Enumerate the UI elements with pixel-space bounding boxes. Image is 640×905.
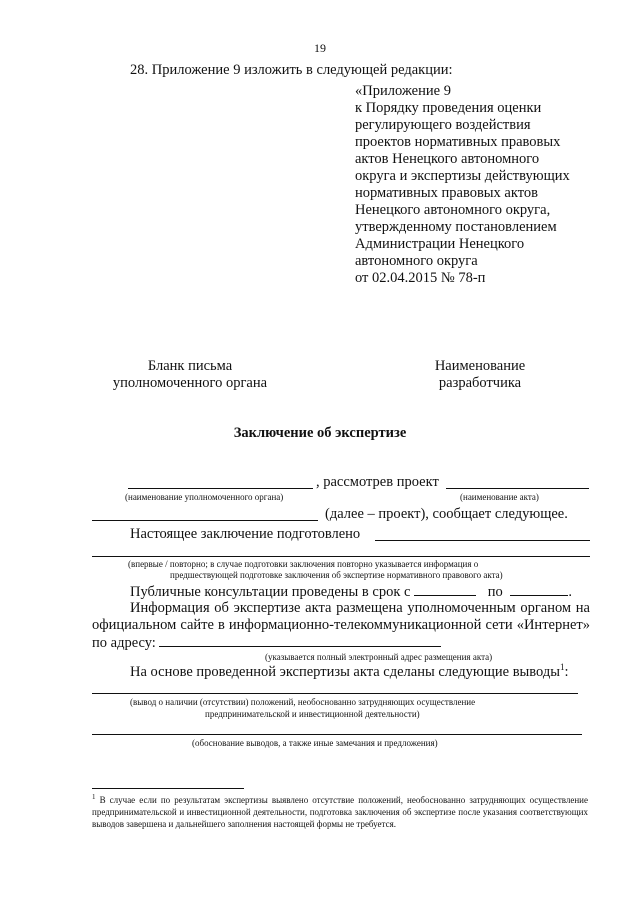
appendix-header-line: автономного округа <box>355 253 478 269</box>
authority-blank <box>128 488 313 489</box>
appendix-header-line: от 02.04.2015 № 78-п <box>355 270 486 286</box>
footnote-separator <box>92 788 244 789</box>
address-blank <box>159 634 441 647</box>
info-paragraph <box>92 600 590 652</box>
hereinafter-text: (далее – проект), сообщает следующее. <box>325 506 568 522</box>
caption-authority: (наименование уполномоченного органа) <box>125 492 284 502</box>
caption-act: (наименование акта) <box>460 492 539 502</box>
letterhead-line: Бланк письма <box>147 358 233 374</box>
appendix-header-line: нормативных правовых актов <box>355 185 538 201</box>
consultation-end-blank <box>510 583 568 596</box>
developer-line: разработчика <box>438 375 522 391</box>
caption-conclusion-line: предпринимательской и инвестиционной деятельности) <box>205 709 420 719</box>
document-title: Заключение об экспертизе <box>233 425 407 441</box>
prepared-label: Настоящее заключение подготовлено <box>130 526 361 542</box>
consultation-start-blank <box>414 583 476 596</box>
appendix-header <box>355 83 570 287</box>
prepared-continuation-blank <box>92 556 590 557</box>
conclusions-text: На основе проведенной экспертизы акта сделаны следующие выводы$^1$: <box>130 662 569 680</box>
appendix-header-line: «Приложение 9 <box>355 83 451 99</box>
letterhead-line: уполномоченного органа <box>112 375 268 391</box>
item-heading: 28. Приложение 9 изложить в следующей редакции: <box>130 62 453 78</box>
conclusions-label: На основе проведенной экспертизы акта сделаны следующие выводы <box>130 664 560 680</box>
caption-address: (указывается полный электронный адрес размещения акта) <box>265 652 493 662</box>
appendix-header-line: Администрации Ненецкого <box>355 236 525 252</box>
appendix-header-line: округа и экспертизы действующих <box>355 168 570 184</box>
appendix-header-line: актов Ненецкого автономного <box>355 151 540 167</box>
letterhead-block <box>90 358 290 392</box>
developer-line: Наименование <box>434 358 526 374</box>
act-name-continuation-blank <box>92 520 318 521</box>
footnote-reference[interactable]: 1 <box>560 662 565 673</box>
page-number: 19 <box>314 41 326 55</box>
footnote <box>92 794 588 830</box>
caption-first-time-line: (впервые / повторно; в случае подготовки заключения повторно указывается информация о <box>128 559 479 569</box>
act-name-blank <box>446 488 589 489</box>
developer-block <box>400 358 560 392</box>
consultations-prefix: Публичные консультации проведены в срок с <box>130 584 411 600</box>
caption-conclusion-line: (вывод о наличии (отсутствии) положений, необоснованно затрудняющих осуществление <box>130 697 476 707</box>
prepared-blank <box>375 540 590 541</box>
conclusion-blank <box>92 693 578 694</box>
footnote-text: В случае если по результатам экспертизы выявлено отсутствие положений, необоснованно затрудняющих осуществление предпринимательской и инвестиционной деятельности, подготовка заключения об экспертизе после указания соответствующих выводов завершена и дальнейшего заполнения настоящей формы не требуется. <box>92 795 588 829</box>
appendix-header-line: утвержденному постановлением <box>355 219 557 235</box>
appendix-header-line: проектов нормативных правовых <box>355 134 561 150</box>
info-paragraph-text: Информация об экспертизе акта размещена уполномоченным органом на официальном сайте в информационно-телекоммуникационной сети «Интернет» по адресу: <box>92 600 590 651</box>
consultations-to: по <box>487 584 503 600</box>
consultations-text: Публичные консультации проведены в срок с по . <box>130 584 572 600</box>
justification-blank <box>92 734 582 735</box>
appendix-header-line: регулирующего воздействия <box>355 117 531 133</box>
appendix-header-line: к Порядку проведения оценки <box>355 100 542 116</box>
caption-justification: (обоснование выводов, а также иные замечания и предложения) <box>192 738 438 748</box>
appendix-header-line: Ненецкого автономного округа, <box>355 202 551 218</box>
caption-first-time-line: предшествующей подготовке заключения об экспертизе нормативного правового акта) <box>170 570 503 580</box>
considering-text: , рассмотрев проект <box>316 474 439 490</box>
footnote-mark: 1 <box>92 793 96 801</box>
